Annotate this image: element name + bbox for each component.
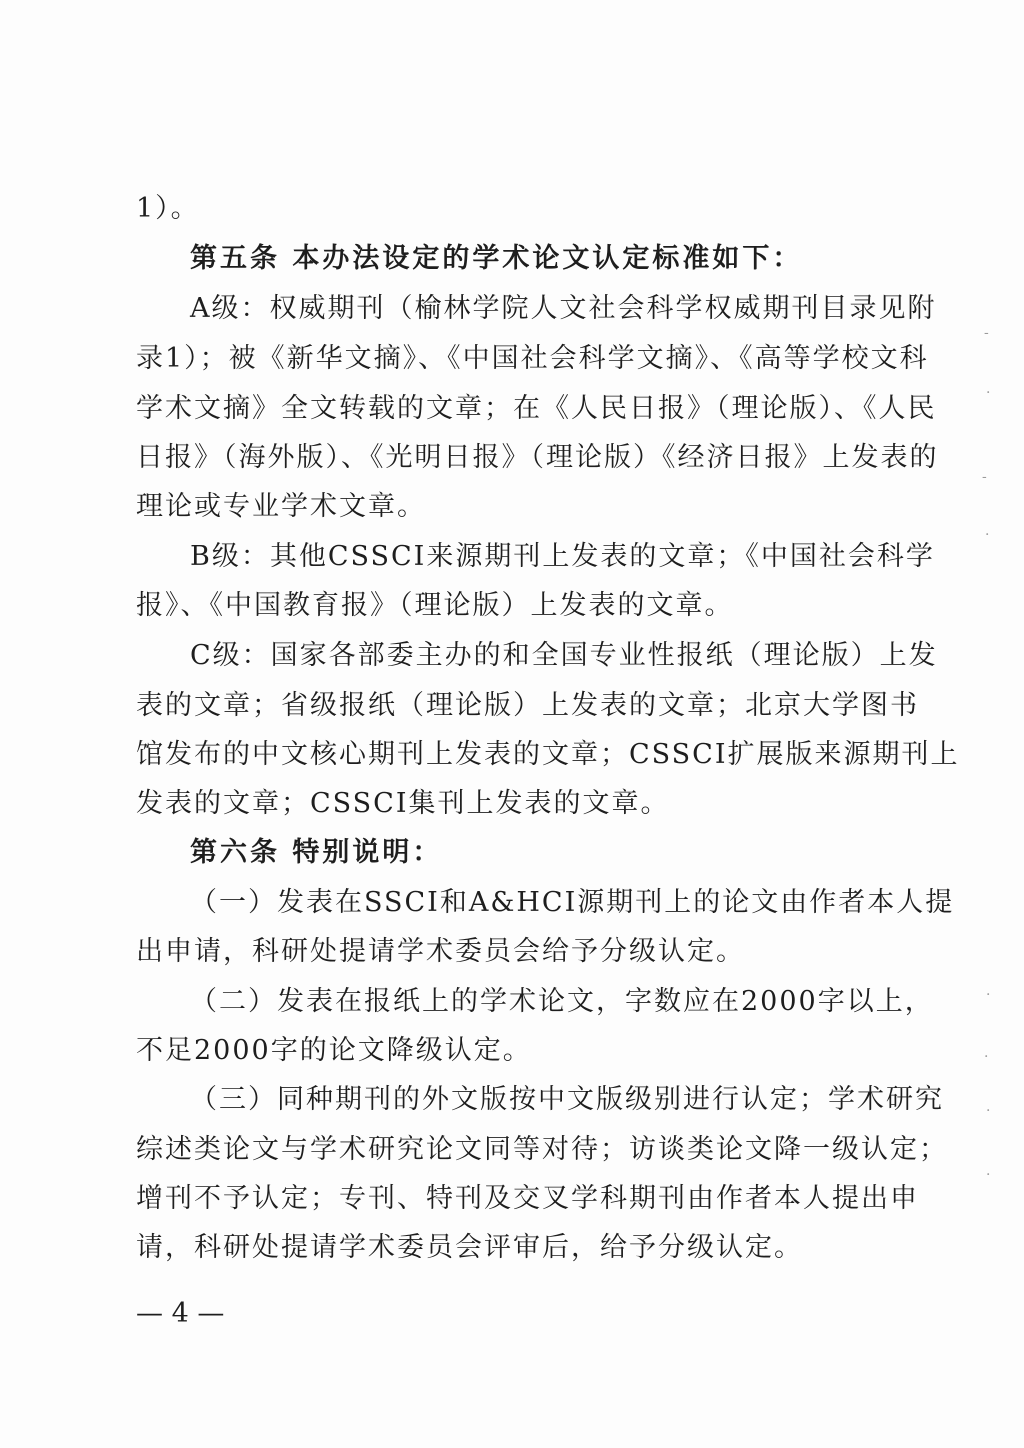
level-a-line-4: 日报》（海外版）、《光明日报》（理论版）《经济日报》上发表的 xyxy=(136,442,939,473)
note-3-line-4: 请，科研处提请学术委员会评审后，给予分级认定。 xyxy=(136,1232,803,1263)
scan-mark: · xyxy=(986,1167,991,1183)
level-a-line-3: 学术文摘》全文转载的文章；在《人民日报》（理论版）、《人民 xyxy=(136,393,937,424)
article-5-heading: 第五条 本办法设定的学术论文认定标准如下： xyxy=(190,243,803,274)
note-2-line-2: 不足2000字的论文降级认定。 xyxy=(136,1035,532,1066)
level-a-line-5: 理论或专业学术文章。 xyxy=(136,491,426,522)
level-a-line-1: A级：权威期刊（榆林学院人文社会科学权威期刊目录见附 xyxy=(190,293,937,324)
note-1-line-1: （一）发表在SSCI和A&HCI源期刊上的论文由作者本人提 xyxy=(190,887,955,918)
note-1-line-2: 出申请，科研处提请学术委员会给予分级认定。 xyxy=(136,936,745,967)
note-2-line-1: （二）发表在报纸上的学术论文，字数应在2000字以上， xyxy=(190,986,934,1017)
level-c-line-2: 表的文章；省级报纸（理论版）上发表的文章；北京大学图书 xyxy=(136,690,919,721)
note-3-line-1: （三）同种期刊的外文版按中文版级别进行认定；学术研究 xyxy=(190,1084,944,1115)
level-a-line-2: 录1）；被《新华文摘》、《中国社会科学文摘》、《高等学校文科 xyxy=(136,343,929,374)
scan-mark: · xyxy=(986,987,991,1003)
scan-mark: · xyxy=(985,527,990,543)
scan-mark: · xyxy=(986,385,991,401)
level-b-line-2: 报》、《中国教育报》（理论版）上发表的文章。 xyxy=(136,590,734,621)
article-6-heading: 第六条 特别说明： xyxy=(190,837,443,868)
scan-mark: - xyxy=(982,469,987,485)
text-line-continuation: 1）。 xyxy=(136,193,200,224)
scan-mark: · xyxy=(986,1103,991,1119)
level-b-line-1: B级：其他CSSCI来源期刊上发表的文章；《中国社会科学 xyxy=(190,541,935,572)
scan-mark: · xyxy=(984,1049,989,1065)
level-c-line-3: 馆发布的中文核心期刊上发表的文章；CSSCI扩展版来源期刊上 xyxy=(136,739,960,770)
scan-mark: - xyxy=(984,325,989,341)
level-c-line-1: C级：国家各部委主办的和全国专业性报纸（理论版）上发 xyxy=(190,640,938,671)
level-c-line-4: 发表的文章；CSSCI集刊上发表的文章。 xyxy=(136,788,670,819)
page-number: — 4 — xyxy=(136,1298,225,1329)
note-3-line-3: 增刊不予认定；专刊、特刊及交叉学科期刊由作者本人提出申 xyxy=(136,1183,919,1214)
note-3-line-2: 综述类论文与学术研究论文同等对待；访谈类论文降一级认定； xyxy=(136,1134,948,1165)
